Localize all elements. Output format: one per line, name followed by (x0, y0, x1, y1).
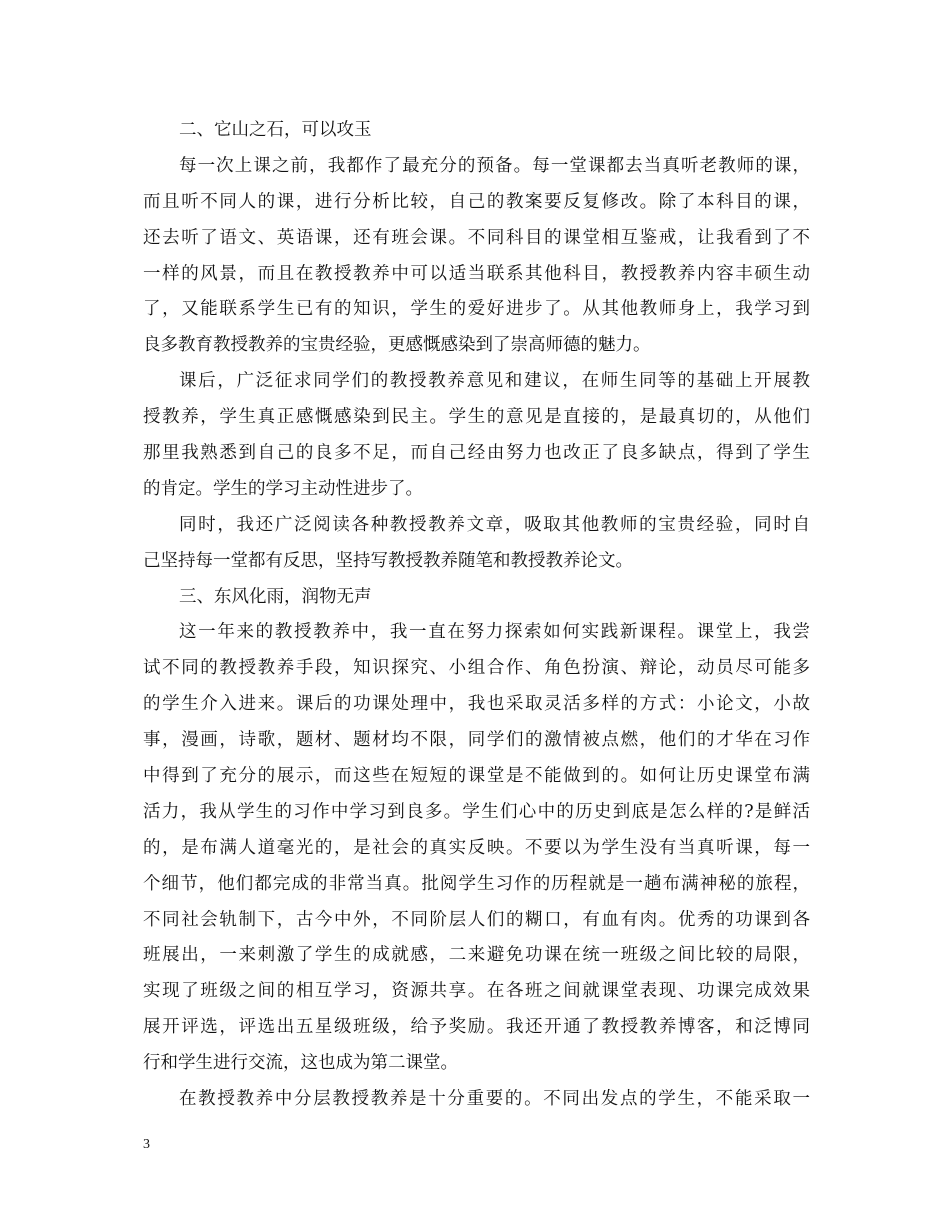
page-number: 3 (143, 1137, 150, 1152)
text-line: 中得到了充分的展示，而这些在短短的课堂是不能做到的。如何让历史课堂布满 (143, 766, 810, 787)
text-line: 而且听不同人的课，进行分析比较，自己的教案要反复修改。除了本科目的课， (143, 191, 810, 212)
text-line: 这一年来的教授教养中，我一直在努力探索如何实践新课程。课堂上，我尝 (179, 622, 810, 643)
text-line: 的，是布满人道毫光的，是社会的真实反映。不要以为学生没有当真听课，每一 (143, 837, 810, 858)
text-line: 良多教育教授教养的宝贵经验，更感慨感染到了崇高师德的魅力。 (143, 335, 651, 356)
text-line: 试不同的教授教养手段，知识探究、小组合作、角色扮演、辩论，动员尽可能多 (143, 658, 810, 679)
text-line: 活力，我从学生的习作中学习到良多。学生们心中的历史到底是怎么样的?是鲜活 (143, 801, 810, 822)
text-line: 的肯定。学生的学习主动性进步了。 (143, 478, 423, 499)
text-line: 课后，广泛征求同学们的教授教养意见和建议，在师生同等的基础上开展教 (179, 371, 810, 392)
text-line: 那里我熟悉到自己的良多不足，而自己经由努力也改正了良多缺点，得到了学生 (143, 443, 810, 464)
text-line: 展开评选，评选出五星级班级，给予奖励。我还开通了教授教养博客，和泛博同 (143, 1017, 810, 1038)
text-line: 的学生介入进来。课后的功课处理中，我也采取灵活多样的方式：小论文，小故 (143, 694, 810, 715)
text-line: 不同社会轨制下，古今中外，不同阶层人们的糊口，有血有肉。优秀的功课到各 (143, 909, 810, 930)
text-line: 授教养，学生真正感慨感染到民主。学生的意见是直接的，是最真切的，从他们 (143, 407, 810, 428)
section-heading: 三、东风化雨，润物无声 (179, 586, 372, 607)
text-line: 个细节，他们都完成的非常当真。批阅学生习作的历程就是一趟布满神秘的旅程， (143, 873, 810, 894)
text-line: 己坚持每一堂都有反思，坚持写教授教养随笔和教授教养论文。 (143, 550, 633, 571)
text-line: 行和学生进行交流，这也成为第二课堂。 (143, 1053, 458, 1074)
text-line: 了，又能联系学生已有的知识，学生的爱好进步了。从其他教师身上，我学习到 (143, 299, 810, 320)
document-body (143, 113, 810, 1118)
text-line: 班展出，一来刺激了学生的成就感，二来避免功课在统一班级之间比较的局限， (143, 945, 810, 966)
text-line: 事，漫画，诗歌，题材、题材均不限，同学们的激情被点燃，他们的才华在习作 (143, 730, 810, 751)
text-line: 每一次上课之前，我都作了最充分的预备。每一堂课都去当真听老教师的课， (179, 155, 810, 176)
text-line: 在教授教养中分层教授教养是十分重要的。不同出发点的学生，不能采取一 (179, 1089, 810, 1110)
section-heading: 二、它山之石，可以攻玉 (179, 120, 372, 140)
text-line: 一样的风景，而且在教授教养中可以适当联系其他科目，教授教养内容丰硕生动 (143, 263, 810, 284)
text-line: 实现了班级之间的相互学习，资源共享。在各班之间就课堂表现、功课完成效果 (143, 981, 810, 1002)
text-line: 还去听了语文、英语课，还有班会课。不同科目的课堂相互鉴戒，让我看到了不 (143, 227, 810, 248)
text-line: 同时，我还广泛阅读各种教授教养文章，吸取其他教师的宝贵经验，同时自 (179, 514, 810, 535)
